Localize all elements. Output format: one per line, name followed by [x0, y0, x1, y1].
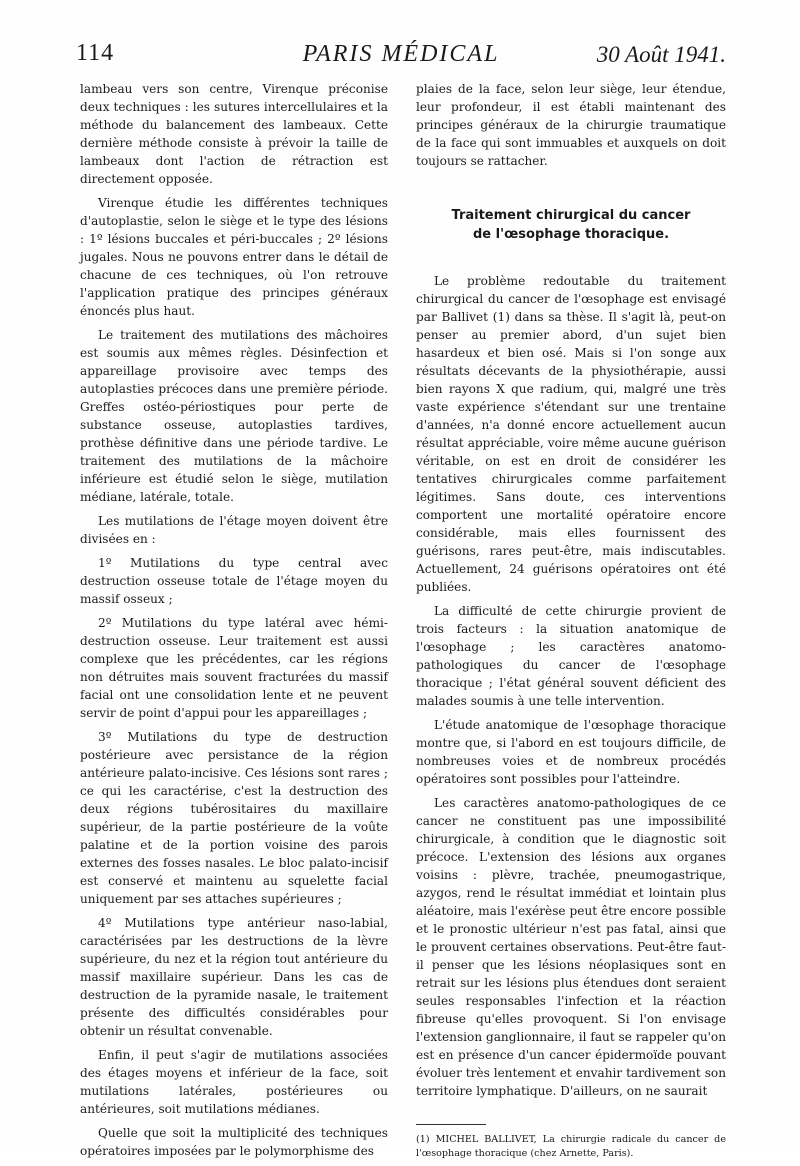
paragraph: lambeau vers son centre, Virenque préconise deux techniques : les sutures intercellulaires et la méthode du balancement des lambeaux. Cette dernière méthode consiste à prévoir la taille de lambeaux dont l'action de rétraction est directement opposée.	[80, 82, 388, 186]
paragraph: Le problème redoutable du traitement chirurgical du cancer de l'œsophage est envisagé par Ballivet (1) dans sa thèse. Il s'agit là, peut-on penser au premier abord, d'un sujet bien hasardeux et bien osé. Mais si l'on songe aux résultats décevants de la physiothérapie, aussi bien rayons X que radium, qui, malgré une très vaste expérience s'étendant sur une trentaine d'années, n'a donné encore actuellement aucun résultat appréciable, voire même aucune guérison véritable, on est en droit de considérer les tentatives chirurgicales comme parfaitement légitimes. Sans doute, ces interventions comportent une mortalité opératoire encore considérable, mais elles fournissent des guérisons, rares peut-être, mais indiscutables. Actuellement, 24 guérisons opératoires ont été publiées.	[416, 274, 726, 594]
running-header	[76, 40, 726, 74]
journal-title: PARIS MÉDICAL	[302, 41, 500, 67]
right-column	[416, 80, 726, 1161]
paragraph: L'étude anatomique de l'œsophage thoracique montre que, si l'abord en est toujours difficile, de nombreuses voies et de nombreux procédés opératoires sont possibles pour l'atteindre.	[416, 718, 726, 786]
list-item: 2º Mutilations du type latéral avec hémi-destruction osseuse. Leur traitement est aussi complexe que les précédentes, car les régions non détruites mais souvent fracturées du massif facial ont une consolidation lente et ne peuvent servir de point d'appui pour les appareillages ;	[80, 616, 388, 720]
paragraph: Le traitement des mutilations des mâchoires est soumis aux mêmes règles. Désinfection et appareillage provisoire avec temps des autoplasties précoces dans une première période. Greffes ostéo-périostiques pour perte de substance osseuse, autoplasties tardives, prothèse définitive dans une période tardive. Le traitement des mutilations de la mâchoire inférieure est étudié selon le siège, mutilation médiane, latérale, totale.	[80, 328, 388, 504]
list-item: 3º Mutilations du type de destruction postérieure avec persistance de la région antérieure palato-incisive. Ces lésions sont rares ; ce qui les caractérise, c'est la destruction des deux régions tubérositaires du maxillaire supérieur, de la partie postérieure de la voûte palatine et de la portion voisine des parois externes des fosses nasales. Le bloc palato-incisif est conservé et maintenu au squelette facial uniquement par ses attaches supérieures ;	[80, 730, 388, 906]
page-number: 114	[76, 40, 115, 66]
paragraph: La difficulté de cette chirurgie provient de trois facteurs : la situation anatomique de l'œsophage ; les caractères anatomo-pathologiques du cancer de l'œsophage thoracique ; l'état général souvent déficient des malades soumis à une telle intervention.	[416, 604, 726, 708]
section-title-line: de l'œsophage thoracique.	[472, 227, 670, 242]
list-item: 4º Mutilations type antérieur naso-labial, caractérisées par les destructions de la lèvre supérieure, du nez et la région tout antérieure du massif maxillaire supérieur. Dans les cas de destruction de la pyramide nasale, le traitement présente des difficultés considérables pour obtenir un résultat convenable.	[80, 916, 388, 1038]
list-item: 1º Mutilations du type central avec destruction osseuse totale de l'étage moyen du massif osseux ;	[80, 556, 388, 606]
paragraph: Les caractères anatomo-pathologiques de ce cancer ne constituent pas une impossibilité chirurgicale, à condition que le diagnostic soit précoce. L'extension des lésions aux organes voisins : plèvre, trachée, pneumogastrique, azygos, rend le résultat immédiat et lointain plus aléatoire, mais l'exérèse peut être encore possible et le pronostic ultérieur n'est pas fatal, ainsi que le prouvent certaines observations. Peut-être faut-il penser que les lésions néoplasiques sont en retrait sur les lésions plus étendues dont seraient seules responsables l'infection et la réaction fibreuse qu'elles provoquent. Si l'on envisage l'extension ganglionnaire, il faut se rappeler qu'on est en présence d'un cancer épidermoïde pouvant évoluer très lentement et envahir tardivement son territoire lymphatique. D'ailleurs, on ne saurait	[416, 796, 726, 1098]
paragraph: Virenque étudie les différentes techniques d'autoplastie, selon le siège et le type des lésions : 1º lésions buccales et péri-buccales ; 2º lésions jugales. Nous ne pouvons entrer dans le détail de chacune de ces techniques, où l'on retrouve l'application pratique des principes généraux énoncés plus haut.	[80, 196, 388, 318]
left-column	[80, 80, 388, 1166]
footnote-divider	[416, 1124, 486, 1125]
section-title-line: Traitement chirurgical du cancer	[451, 208, 691, 223]
paragraph: plaies de la face, selon leur siège, leur étendue, leur profondeur, il est établi maintenant des principes généraux de la chirurgie traumatique de la face qui sont immuables et auxquels on doit toujours se rattacher.	[416, 82, 726, 168]
footnote: (1) MICHEL BALLIVET, La chirurgie radicale du cancer de l'œsophage thoracique (chez Arnette, Paris).	[416, 1134, 726, 1159]
paragraph: Les mutilations de l'étage moyen doivent être divisées en :	[80, 514, 388, 546]
section-title	[416, 206, 726, 244]
paragraph: Quelle que soit la multiplicité des techniques opératoires imposées par le polymorphisme des	[80, 1126, 388, 1158]
paragraph: Enfin, il peut s'agir de mutilations associées des étages moyens et inférieur de la face, soit mutilations latérales, postérieures ou antérieures, soit mutilations médianes.	[80, 1048, 388, 1116]
issue-date: 30 Août 1941.	[596, 42, 726, 67]
